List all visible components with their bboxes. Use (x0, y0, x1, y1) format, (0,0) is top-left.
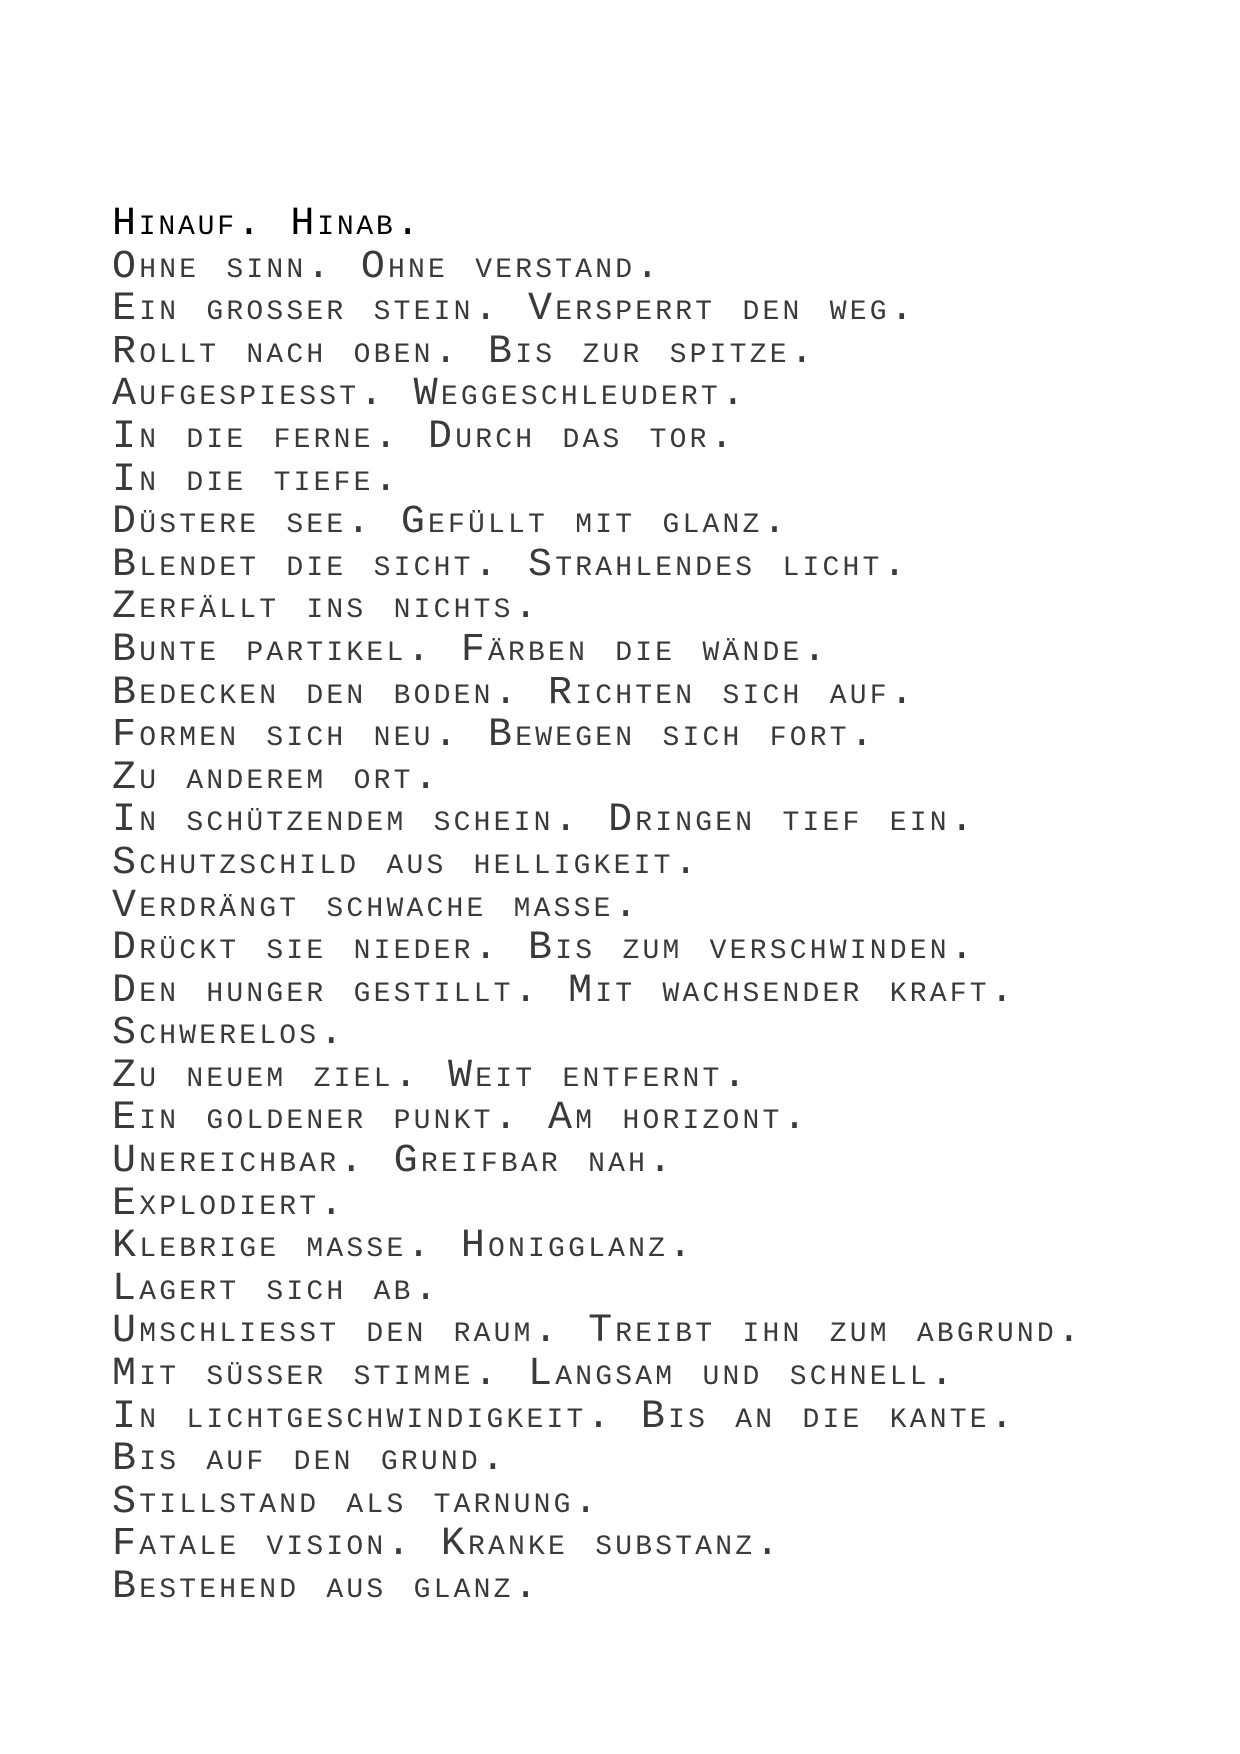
poem-line: Umschliesst den raum. Treibt ihn zum abgrund. (112, 1309, 1085, 1355)
poem-line: Den hunger gestillt. Mit wachsender kraft. (112, 968, 1017, 1014)
poem-line: Formen sich neu. Bewegen sich fort. (112, 713, 877, 759)
poem-line: Bedecken den boden. Richten sich auf. (112, 670, 917, 716)
poem-line: In die tiefe. (112, 457, 401, 503)
poem-line: Explodiert. (112, 1181, 347, 1227)
poem-line: Zu anderem ort. (112, 755, 441, 801)
poem-line: In lichtgeschwindigkeit. Bis an die kante. (112, 1394, 1017, 1440)
poem-line: Fatale vision. Kranke substanz. (112, 1522, 783, 1568)
poem-line: Zu neuem ziel. Weit entfernt. (112, 1053, 750, 1099)
poem-line: In schützendem schein. Dringen tief ein. (112, 798, 977, 844)
poem-line: Lagert sich ab. (112, 1266, 441, 1312)
poem-line: Schutzschild aus helligkeit. (112, 840, 701, 886)
poem-line: Schwerelos. (112, 1011, 347, 1057)
poem-line: Verdrängt schwache masse. (112, 883, 641, 929)
poem-line: In die ferne. Durch das tor. (112, 414, 737, 460)
poem-line: Blendet die sicht. Strahlendes licht. (112, 542, 910, 588)
poem-line: Düstere see. Gefüllt mit glanz. (112, 500, 790, 546)
poem-line: Unereichbar. Greifbar nah. (112, 1139, 676, 1185)
poem-line: Ohne sinn. Ohne verstand. (112, 244, 663, 290)
poem-line: Aufgespiesst. Weggeschleudert. (112, 372, 749, 418)
poem-line: Bunte partikel. Färben die wände. (112, 627, 830, 673)
poem-title: Hinauf. Hinab. (112, 202, 423, 247)
poem-line: Drückt sie nieder. Bis zum verschwinden. (112, 926, 977, 972)
poem-line: Klebrige masse. Honigglanz. (112, 1224, 696, 1270)
poem-line: Stillstand als tarnung. (112, 1479, 601, 1525)
poem-line: Mit süsser stimme. Langsam und schnell. (112, 1352, 957, 1398)
poem-line: Bis auf den grund. (112, 1437, 509, 1483)
poem-line: Rollt nach oben. Bis zur spitze. (112, 329, 817, 375)
poem-line: Bestehend aus glanz. (112, 1565, 541, 1610)
poem-line: Ein grosser stein. Versperrt den weg. (112, 287, 917, 333)
poem-line: Ein goldener punkt. Am horizont. (112, 1096, 810, 1142)
poem-body (112, 204, 1172, 1610)
poem-line: Zerfällt ins nichts. (112, 585, 541, 631)
